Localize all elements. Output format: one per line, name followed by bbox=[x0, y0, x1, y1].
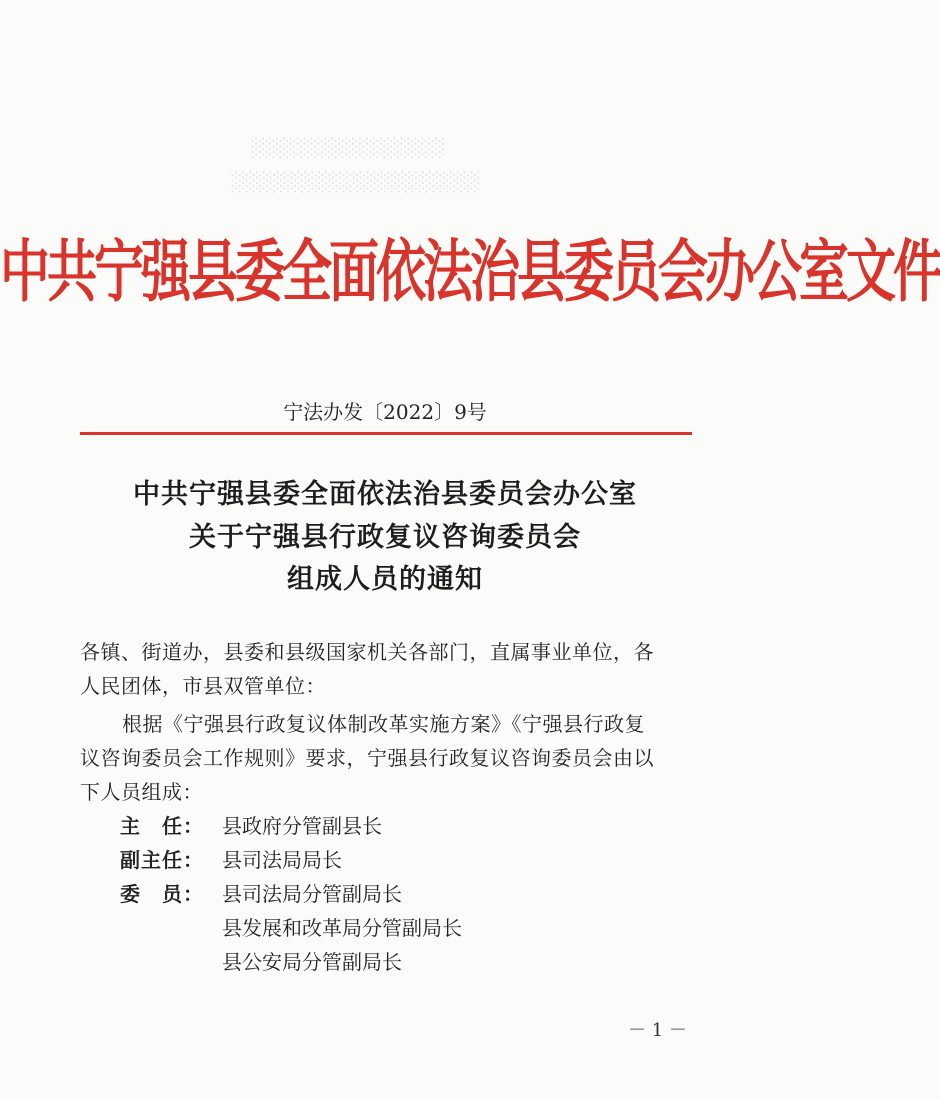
paragraph-line-2: 议咨询委员会工作规则》要求，宁强县行政复议咨询委员会由以 bbox=[80, 746, 654, 770]
page-number: － 1 － bbox=[628, 1020, 687, 1041]
member-label-committee: 委 员： bbox=[120, 882, 204, 906]
notice-title-line-1: 中共宁强县委全面依法治县委员会办公室 bbox=[133, 479, 637, 510]
member-row-committee bbox=[120, 878, 402, 907]
notice-title-line-2: 关于宁强县行政复议咨询委员会 bbox=[189, 522, 581, 553]
addressee-line-1: 各镇、街道办，县委和县级国家机关各部门，直属事业单位，各 bbox=[80, 640, 654, 664]
member-row-committee bbox=[120, 912, 462, 941]
red-divider-line bbox=[80, 432, 692, 435]
notice-title-line-3: 组成人员的通知 bbox=[287, 564, 483, 595]
document-number: 宁法办发〔2022〕9号 bbox=[283, 400, 487, 424]
member-row-deputy bbox=[120, 844, 342, 873]
member-label-deputy: 副主任： bbox=[120, 848, 204, 872]
member-value-committee: 县发展和改革局分管副局长 bbox=[222, 916, 462, 940]
member-value-committee: 县司法局分管副局长 bbox=[222, 882, 402, 906]
bleed-through-text: ░░░░░░░░░░░░░░ bbox=[250, 138, 444, 159]
paragraph-line-3: 下人员组成： bbox=[80, 780, 203, 804]
paragraph-line-1: 根据《宁强县行政复议体制改革实施方案》《宁强县行政复 bbox=[122, 712, 645, 736]
bleed-through-text: ░░░░░░░░░░░░░░░░░░ bbox=[230, 172, 480, 193]
member-value-committee: 县公安局分管副局长 bbox=[222, 950, 402, 974]
document-header-title: 中共宁强县委全面依法治县委员会办公室文件 bbox=[0, 231, 940, 312]
member-value-director: 县政府分管副县长 bbox=[222, 814, 382, 838]
member-row-committee bbox=[120, 946, 402, 975]
addressee-line-2: 人民团体，市县双管单位： bbox=[80, 674, 326, 698]
member-label-director: 主 任： bbox=[120, 814, 204, 838]
member-value-deputy: 县司法局局长 bbox=[222, 848, 342, 872]
member-row-director bbox=[120, 810, 382, 839]
